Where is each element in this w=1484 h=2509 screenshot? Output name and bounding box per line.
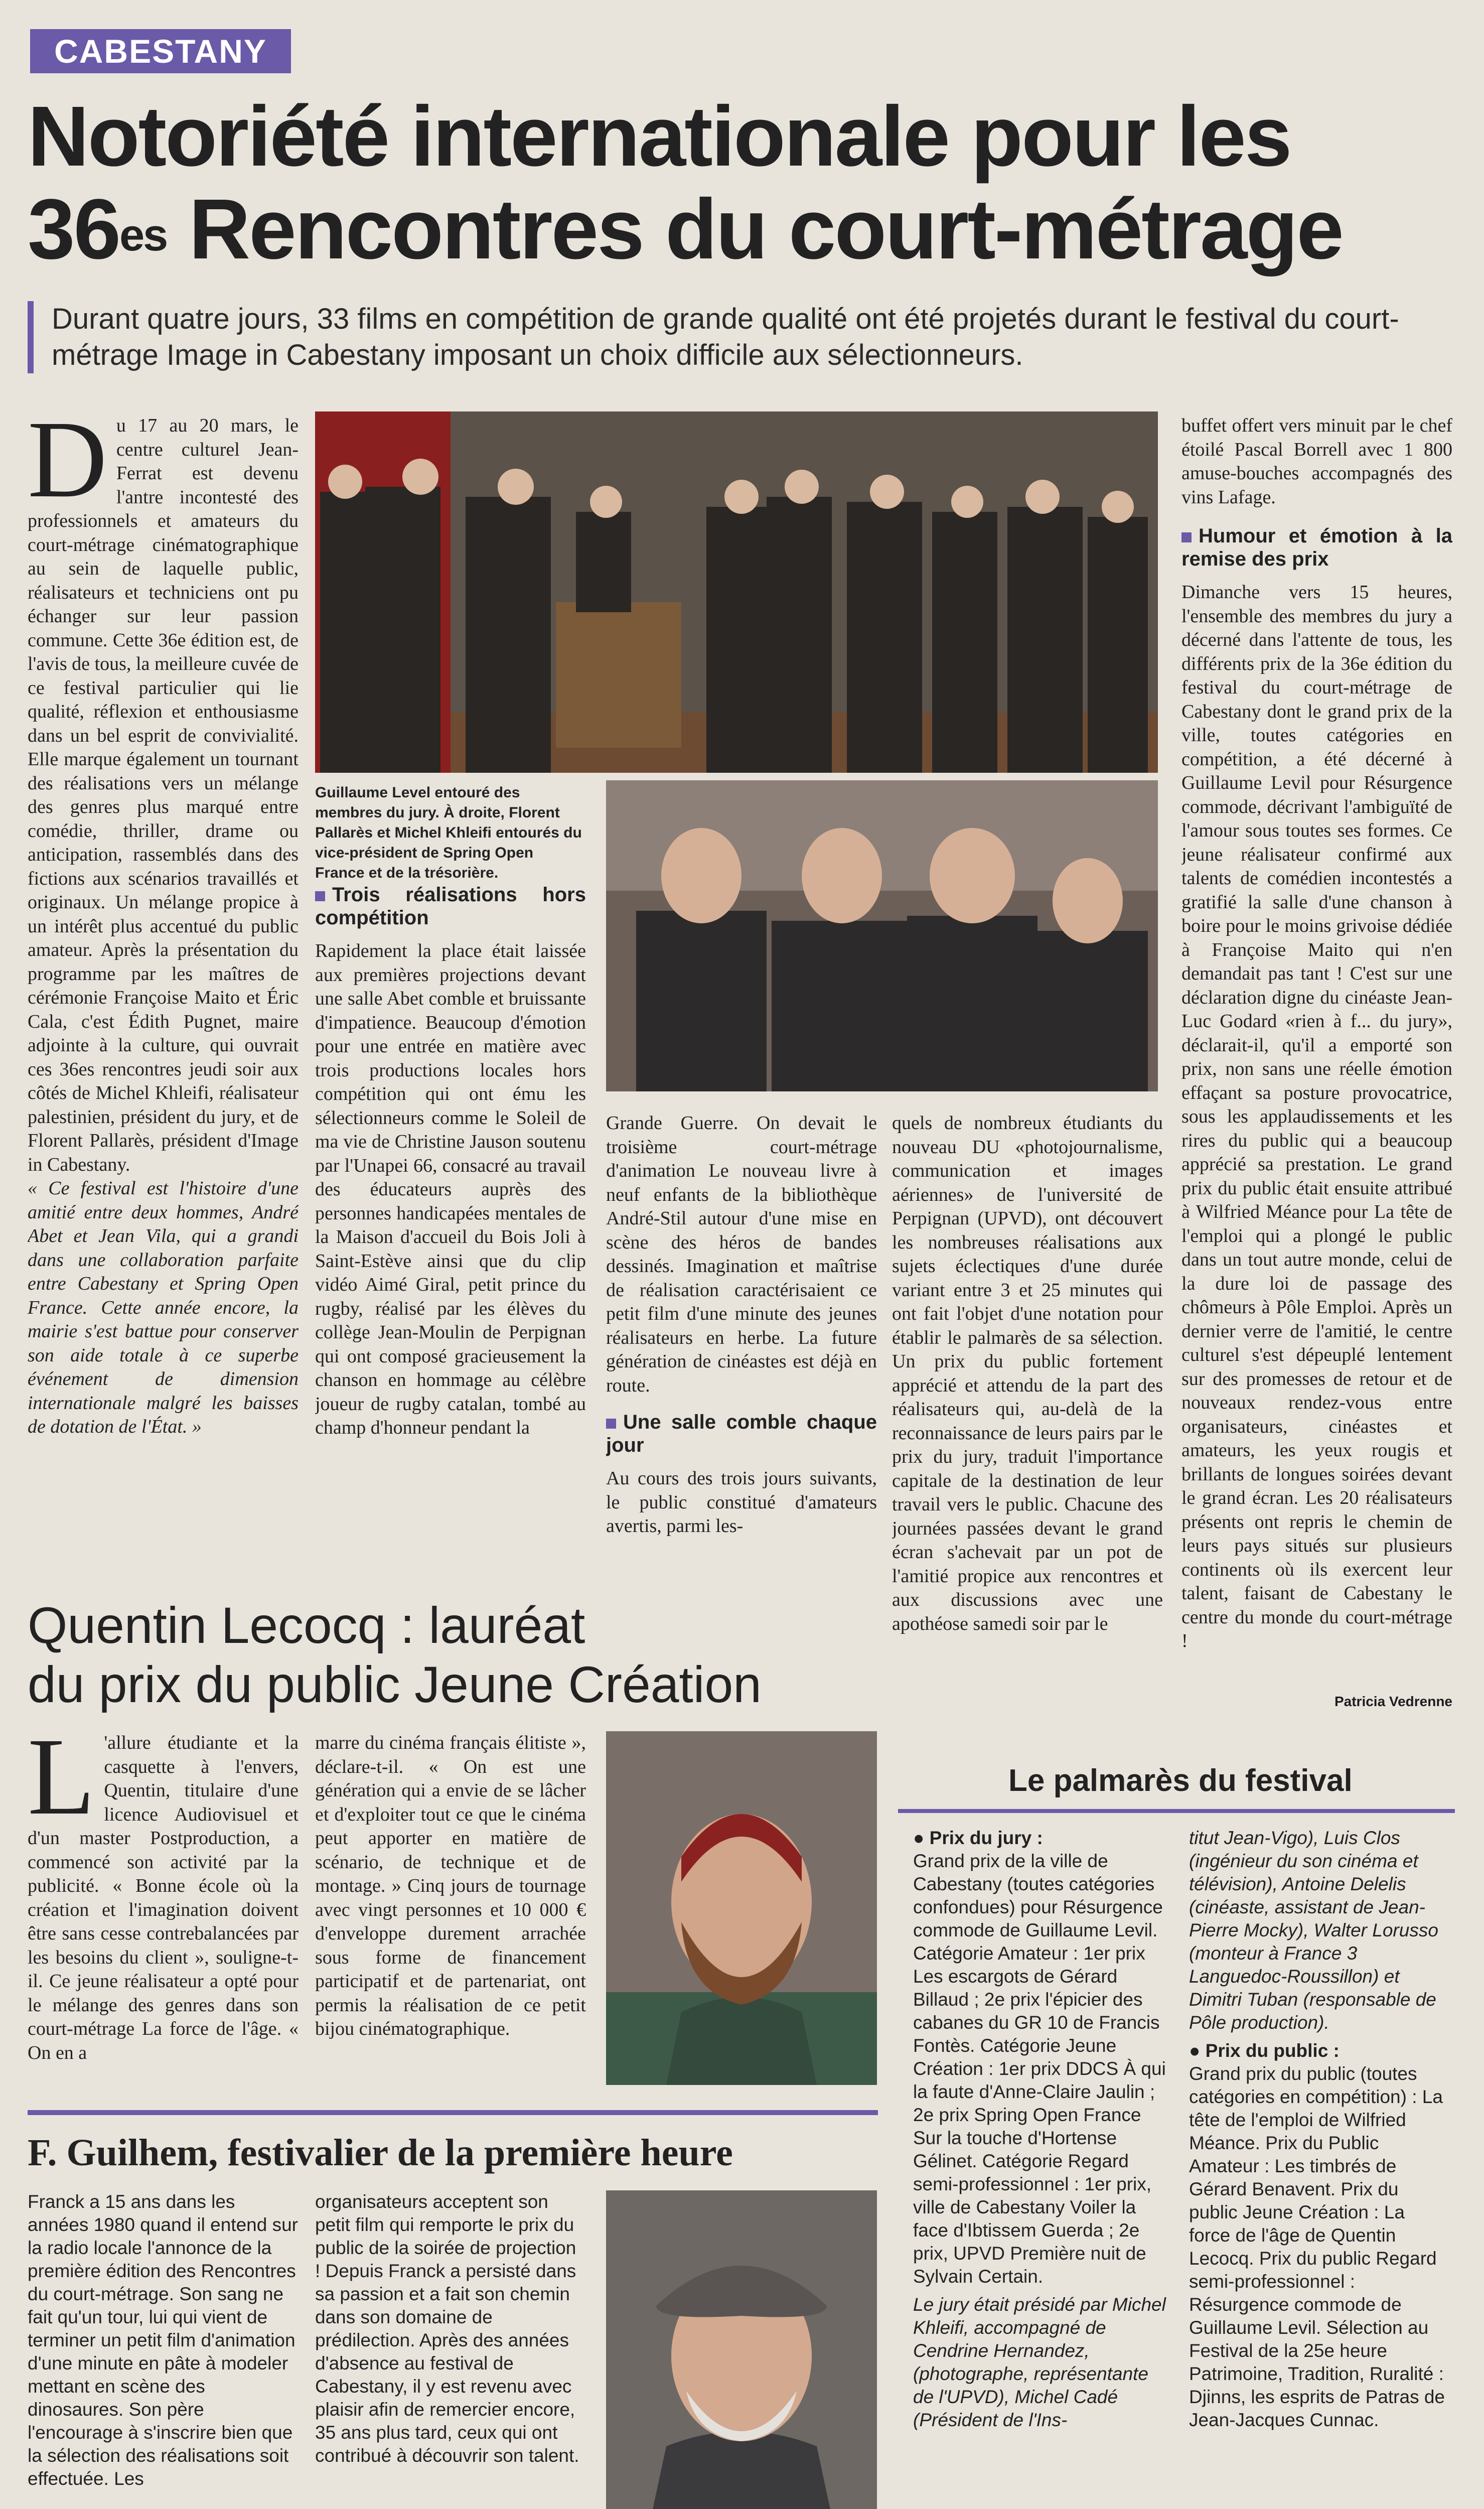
article-col1-text: u 17 au 20 mars, le centre culturel Jean-Ferrat est devenu l'antre incontesté des professionnels et amateurs du court-métrage cinématographique au sein de laquelle public, réalisateurs et techniciens ont pu échanger sur leur passion commune. Cette 36e édition est, de l'avis de tous, la meilleure cuvée de ce festival particulier qui lie qualité, réflexion et enthousiasme dans un bel esprit de convivialité. Elle marque également un tournant des réalisations vers un mélange des genres plus marqué entre comédie, thriller, drame ou anticipation, rassemblés dans des fictions aux scénarios travaillés et originaux. Un mélange propice à un intérêt plus accentué du public amateur. Après la présentation du programme par les maîtres de cérémonie Françoise Maito et Éric Cala, c'est Édith Pugnet, maire adjointe à la culture, qui ouvrait ces 36es rencontres jeudi soir aux côtés de Michel Khleifi, réalisateur palestinien, président du jury, et de Florent Pallarès, président d'Image in Cabestany. — [28, 415, 299, 1175]
subhead-square-icon — [606, 1419, 616, 1429]
dropcap: D — [28, 414, 107, 520]
section-tag: CABESTANY — [30, 29, 291, 73]
winners-photo-illustration — [606, 780, 1158, 1091]
article-col2-text: Rapidement la place était laissée aux premières projections devant une salle Abet comble et bruissante d'impatience. Beaucoup d'émotion pour une entrée en matière avec trois productions locales hors compétition qui ont ému les sélectionneurs comme le Soleil de ma vie de Christine Jauson soutenu par l'Unapei 66, consacré au travail des éducateurs auprès des personnes handicapées mentales de la Maison d'accueil du Bois Joli à Saint-Estève ainsi que du clip vidéo Aimé Giral, petit prince du rugby, réalisé par les élèves du collège Jean-Moulin de Perpignan qui ont composé gracieusement la chanson en hommage au célèbre joueur de rugby catalan, tombé au champ d'honneur pendant la — [315, 940, 586, 1438]
palmares-rule — [898, 1809, 1455, 1813]
guilhem-text-b: organisateurs acceptent son petit film qui remporte le prix du public de la soirée de projection ! Depuis Franck a persisté dans sa passion et a fait son chemin dans son domaine de prédilection. Après des années d'absence au festival de Cabestany, il y est revenu avec plaisir afin de remercier encore, 35 ans plus tard, ceux qui ont contribué à découvrir son talent. — [315, 2191, 579, 2466]
quentin-column-1 — [28, 1731, 299, 2093]
palmares-column-2 — [1189, 1827, 1450, 2509]
headline-line1: Notoriété internationale pour les — [28, 89, 1291, 184]
article-column-1 — [28, 414, 299, 1578]
photo-jury-stage — [315, 411, 1158, 773]
guilhem-title: F. Guilhem, festivalier de la première heure — [28, 2132, 733, 2174]
article-column-2 — [315, 883, 586, 1578]
palmares-jury-members: titut Jean-Vigo), Luis Clos (ingénieur du son cinéma et télévision), Antoine Delelis (cinéaste, assistant de Jean-Pierre Mocky), Walter Lorusso (monteur à France 3 Languedoc-Roussillon) et Dimitri Tuban (responsable de Pôle production). — [1189, 1828, 1438, 2033]
palmares-title: Le palmarès du festival — [1008, 1763, 1353, 1798]
jury-photo-illustration — [315, 411, 1158, 773]
quentin-text-a: 'allure étudiante et la casquette à l'envers, Quentin, titulaire d'une licence Audiovisuel et d'un master Postproduction, a commencé son activité par la publicité. « Bonne école où la création et l'imagination doivent être sans cesse contrebalancées par les besoins du client », souligne-t-il. Ce jeune réalisateur a opté pour le mélange des genres dans son court-métrage La force de l'âge. « On en a — [28, 1732, 299, 2063]
palmares-column-1 — [913, 1827, 1174, 2509]
photo-guilhem — [606, 2190, 877, 2509]
subhead-square-icon — [1181, 532, 1192, 542]
subhead-humour-emotion: Humour et émotion à la remise des prix — [1181, 525, 1452, 570]
guilhem-text-a: Franck a 15 ans dans les années 1980 quand il entend sur la radio locale l'annonce de la première édition des Rencontres du court-métrage. Son sang ne fait qu'un tour, lui qui vient de terminer un petit film d'animation d'une minute en pâte à modeler mettant en scène des dinosaures. Son père l'encourage à s'inscrire bien que la sélection des réalisations soit effectuée. Les — [28, 2191, 298, 2489]
palmares-jury-list: Grand prix de la ville de Cabestany (toutes catégories confondues) pour Résurgence commode de Guillaume Levil. Catégorie Amateur : 1er prix Les escargots de Gérard Billaud ; 2e prix l'épicier des cabanes du GR 10 de Francis Fontès. Catégorie Jeune Création : 1er prix DDCS À qui la faute d'Anne-Claire Jaulin ; 2e prix Spring Open France Sur la touche d'Hortense Gélinet. Catégorie Regard semi-professionnel : 1er prix, ville de Cabestany Voiler la face d'Ibtissem Guerda ; 2e prix, UPVD Première nuit de Sylvain Certain. — [913, 1851, 1166, 2287]
headline-line2: $36^{es}$ Rencontres du court-métrage — [28, 182, 1343, 277]
article-col3-text: Grande Guerre. On devait le troisième court-métrage d'animation Le nouveau livre à neuf enfants de la bibliothèque André-Stil autour d'une mise en scène des héros de bandes dessinés. Imagination et maîtrise de réalisation caractérisaient ce petit film d'une minute des jeunes réalisateurs en herbe. La future génération de cinéastes est déjà en route. — [606, 1112, 877, 1396]
article-col5-text: buffet offert vers minuit par le chef étoilé Pascal Borrell avec 1 800 amuse-bouches accompagnés des vins Lafage. — [1181, 415, 1452, 508]
photo-quentin-lecocq — [606, 1731, 877, 2085]
quentin-title: Quentin Lecocq : lauréat du prix du public Jeune Création — [28, 1597, 762, 1713]
quentin-dropcap: L — [28, 1731, 95, 1838]
article-col1-quote: « Ce festival est l'histoire d'une amitié entre deux hommes, André Abet et Jean Vila, qui a grandi dans une collaboration parfaite entre Cabestany et Spring Open France. Cette année encore, la mairie s'est battue pour conserver son aide totale à ce superbe événement de dimension internationale malgré les baisses de dotation de l'État. » — [28, 1178, 299, 1437]
guilhem-column-1 — [28, 2190, 299, 2509]
guilhem-portrait-illustration — [606, 2190, 877, 2509]
chapo: Durant quatre jours, 33 films en compétition de grande qualité ont été projetés durant le festival du court-métrage Image in Cabestany imposant un choix difficile aux sélectionneurs. — [28, 301, 1462, 373]
palmares-jury-head: ● Prix du jury : — [913, 1828, 1043, 1848]
photo-jury-caption: Guillaume Level entouré des membres du jury. À droite, Florent Pallarès et Michel Khleifi entourés du vice-président de Spring Open France et de la trésorière. — [315, 784, 582, 881]
subhead-salle-comble: Une salle comble chaque jour — [606, 1411, 877, 1456]
article-col5-text2: Dimanche vers 15 heures, l'ensemble des membres du jury a décerné dans l'attente de tous, les différents prix de la 36e édition du festival du court-métrage de Cabestany dont le grand prix de la ville, toutes catégories en compétition, a été décerné à Guillaume Levil pour Résurgence commode, décrivant l'ambiguïté de l'amour sous toutes ses formes. Ce jeune réalisateur confirmé aux talents de comédien incontestés a gratifié la salle d'une chanson à boire pour le moins grivoise dédiée à Françoise Maito qui n'en demandait pas tant ! C'est sur une déclaration digne du cinéaste Jean-Luc Godard «rien à f... du jury», déclarait-il, qu'il a emporté son prix, non sans une réelle émotion effaçant sa posture provocatrice, sous les applaudissements et les rires du public qui a beaucoup apprécié sa prestation. Le grand prix du public était ensuite attribué à Wilfried Méance pour La tête de l'emploi qui a plongé le public dans un tout autre monde, celui de la dure loi de passage des chômeurs à Pôle Emploi. Après un dernier verre de l'amitié, le centre culturel s'est dépeuplé lentement sur des promesses de retour et de nouveaux rendez-vous entre organisateurs, cinéastes et amateurs, les yeux rougis et brillants de longues soirées devant le grand écran. Les 20 réalisateurs présents ont repris le chemin de leurs pays situés sur plusieurs continents où ils exercent leur talent, faisant de Cabestany le centre du monde du court-métrage ! — [1181, 582, 1452, 1651]
byline: Patricia Vedrenne — [1334, 1694, 1452, 1709]
guilhem-column-2 — [315, 2190, 586, 2509]
palmares-public-head: ● Prix du public : — [1189, 2040, 1340, 2061]
article-column-3 — [606, 1111, 877, 1578]
palmares-box — [898, 1759, 1455, 2509]
article-col3-text2: Au cours des trois jours suivants, le public constitué d'amateurs avertis, parmi les- — [606, 1468, 877, 1537]
article-col4-text: quels de nombreux étudiants du nouveau DU «photojournalisme, communication et images aériennes» de l'université de Perpignan (UPVD), ont découvert les nombreuses réalisations aux sujets éclectiques d'une durée variant entre 3 et 25 minutes qui ont fait l'objet d'une notation pour établir le palmarès de sa sélection. Un prix du public fortement apprécié et attendu de la part des réalisateurs qui, au-delà de la reconnaissance de leurs pairs par le prix du jury, traduit l'importance capitale de la destination de leur travail vers le public. Chacune des journées passées devant le grand écran s'achevait par un pot de l'amitié propice aux rencontres et aux discussions avec une apothéose samedi soir par le — [892, 1112, 1163, 1634]
palmares-jury-note: Le jury était présidé par Michel Khleifi, accompagné de Cendrine Hernandez, (photographe, représentante de l'UPVD), Michel Cadé (Président de l'Ins- — [913, 2294, 1166, 2430]
section-divider — [28, 2110, 878, 2115]
quentin-portrait-illustration — [606, 1731, 877, 2085]
quentin-text-b: marre du cinéma français élitiste », déclare-t-il. « On est une génération qui a envie de se lâcher et d'exploiter tout ce que le cinéma peut apporter en matière de scénario, de technique et de montage. » Cinq jours de tournage avec vingt personnes et 10 000 € d'enveloppe durement arrachée sous forme de financement participatif et de partenariat, ont permis la réalisation de ce petit bijou cinématographique. — [315, 1732, 586, 2039]
palmares-public-list: Grand prix du public (toutes catégories en compétition) : La tête de l'emploi de Wilfried Méance. Prix du Public Amateur : Les timbrés de Gérard Benavent. Prix du public Jeune Création : La force de l'âge de Quentin Lecocq. Prix du public Regard semi-professionnel : Résurgence commode de Guillaume Levil. Sélection au Festival de la 25e heure Patrimoine, Tradition, Ruralité : Djinns, les esprits de Patras de Jean-Jacques Cunnac. — [1189, 2063, 1445, 2430]
quentin-column-2 — [315, 1731, 586, 2093]
subhead-square-icon — [315, 891, 325, 901]
article-column-4 — [892, 1111, 1163, 1714]
subhead-hors-competition: Trois réalisations hors compétition — [315, 884, 586, 929]
headline — [28, 90, 1462, 276]
article-column-5 — [1181, 414, 1452, 1684]
photo-winners-group — [606, 780, 1158, 1091]
